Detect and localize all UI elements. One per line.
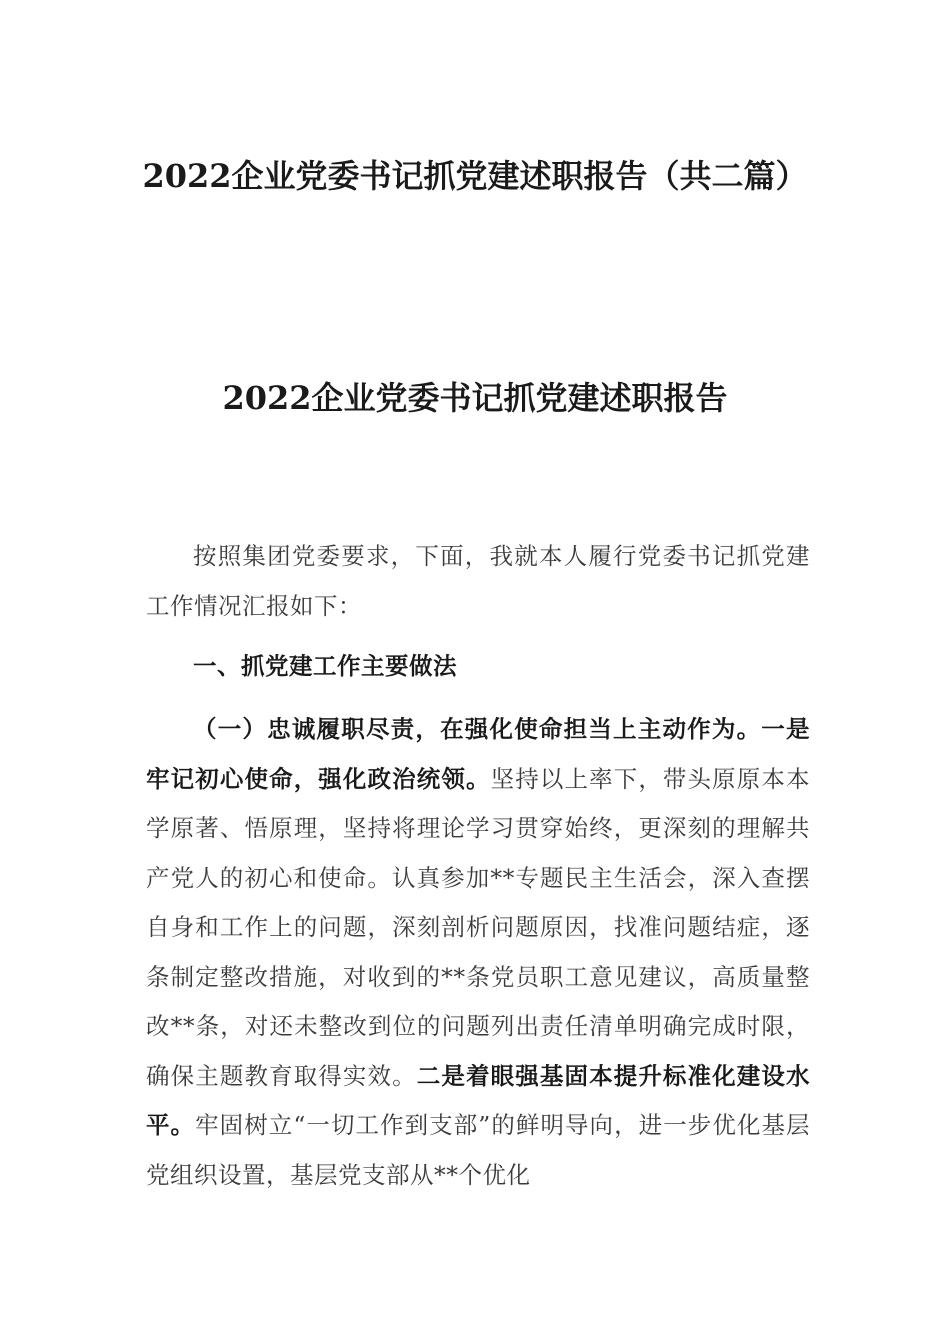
paragraph-bold-2: 二是着眼强基固本提升标准化建设水平。 xyxy=(146,1061,811,1139)
report-title: 2022企业党委书记抓党建述职报告 xyxy=(222,379,728,417)
paragraph-text-1: 坚持以上率下，带头原原本本学原著、悟原理，坚持将理论学习贯穿始终，更深刻的理解共产党人的初心和使命。认真参加**专题民主生活会，深入查摆自身和工作上的问题，深刻剖析问题原因，找准问题结症，逐条制定整改措施，对收到的**条党员职工意见建议，高质量整改**条，对还未整改到位的问题列出责任清单明确完成时限，确保主题教育取得实效。 xyxy=(146,764,811,1090)
section-heading: 一、抓党建工作主要做法 xyxy=(193,652,457,680)
intro-paragraph: 按照集团党委要求，下面，我就本人履行党委书记抓党建工作情况汇报如下： xyxy=(146,542,810,620)
paragraph-lead-bold: （一）忠诚履职尽责，在强化使命担当上主动作为。一是牢记初心使命，强化政治统领。 xyxy=(146,715,810,793)
paragraph-text-2: 牢固树立“一切工作到支部”的鲜明导向，进一步优化基层党组织设置，基层党支部从**个优化 xyxy=(146,1111,810,1189)
document-title: 2022企业党委书记抓党建述职报告（共二篇） xyxy=(142,157,808,195)
body-paragraph xyxy=(146,705,810,1200)
